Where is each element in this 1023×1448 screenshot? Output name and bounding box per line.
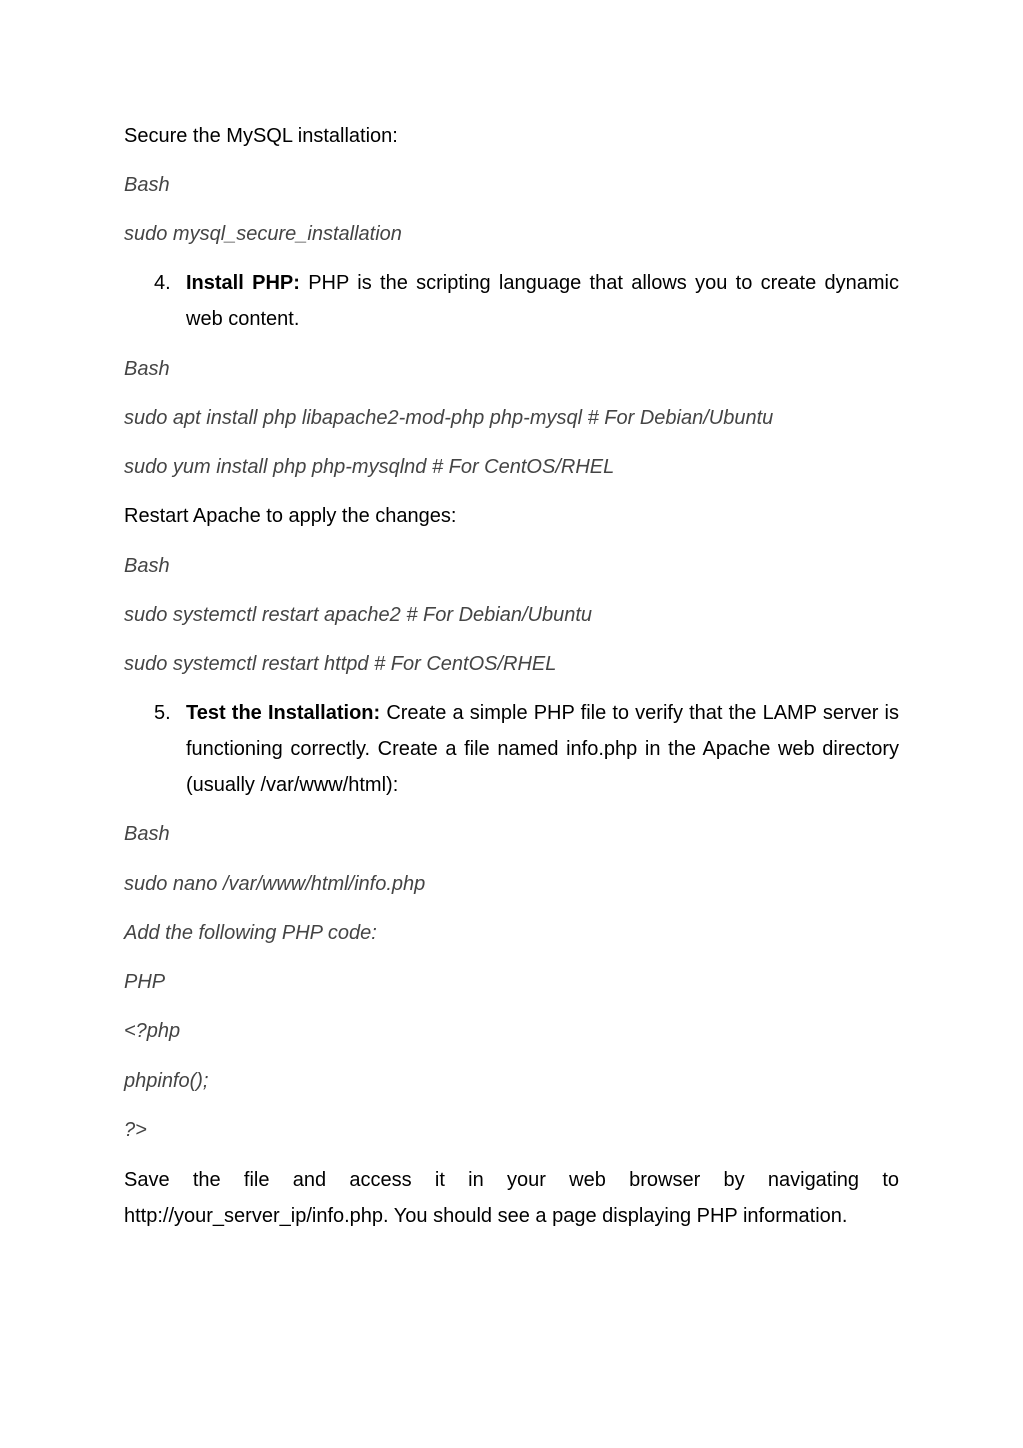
code-language-label: Bash xyxy=(124,358,170,380)
code-language-label: Bash xyxy=(124,555,170,577)
code-language-label: Bash xyxy=(124,174,170,196)
secure-mysql-intro: Secure the MySQL installation: xyxy=(124,125,398,147)
code-line: sudo apt install php libapache2-mod-php php-mysql # For Debian/Ubuntu xyxy=(124,407,774,429)
list-number: 4. xyxy=(154,272,171,294)
list-item-install-php xyxy=(124,265,899,337)
code-line: <?php xyxy=(124,1020,181,1042)
code-line: Add the following PHP code: xyxy=(124,922,377,944)
list-body xyxy=(186,265,899,337)
closing-paragraph-line2: http://your_server_ip/info.php. You should see a page displaying PHP information. xyxy=(124,1205,848,1227)
document-page xyxy=(124,0,899,1448)
code-line: sudo nano /var/www/html/info.php xyxy=(124,873,426,895)
code-line: sudo systemctl restart apache2 # For Debian/Ubuntu xyxy=(124,604,593,626)
list-item-title: Install PHP: xyxy=(186,272,300,294)
code-line: sudo mysql_secure_installation xyxy=(124,223,402,245)
list-number: 5. xyxy=(154,702,171,724)
list-item-title: Test the Installation: xyxy=(186,702,381,724)
closing-paragraph-line1: Save the file and access it in your web browser by navigating to xyxy=(124,1169,899,1191)
restart-apache-intro: Restart Apache to apply the changes: xyxy=(124,505,457,527)
list-item-text: PHP is the scripting language that allows you to create dynamic web content. xyxy=(186,272,899,330)
code-line: phpinfo(); xyxy=(124,1070,209,1092)
list-item-test-installation xyxy=(124,695,899,803)
code-language-label: PHP xyxy=(124,971,166,993)
code-line: sudo systemctl restart httpd # For CentOS/RHEL xyxy=(124,653,557,675)
list-item-text: Create a simple PHP file to verify that the LAMP server is functioning correctly. Create a file named info.php in the Apache web directory (usually /var/www/html): xyxy=(186,702,899,796)
code-line: sudo yum install php php-mysqlnd # For CentOS/RHEL xyxy=(124,456,615,478)
code-line: ?> xyxy=(124,1119,147,1141)
list-body xyxy=(186,695,899,803)
code-language-label: Bash xyxy=(124,823,170,845)
